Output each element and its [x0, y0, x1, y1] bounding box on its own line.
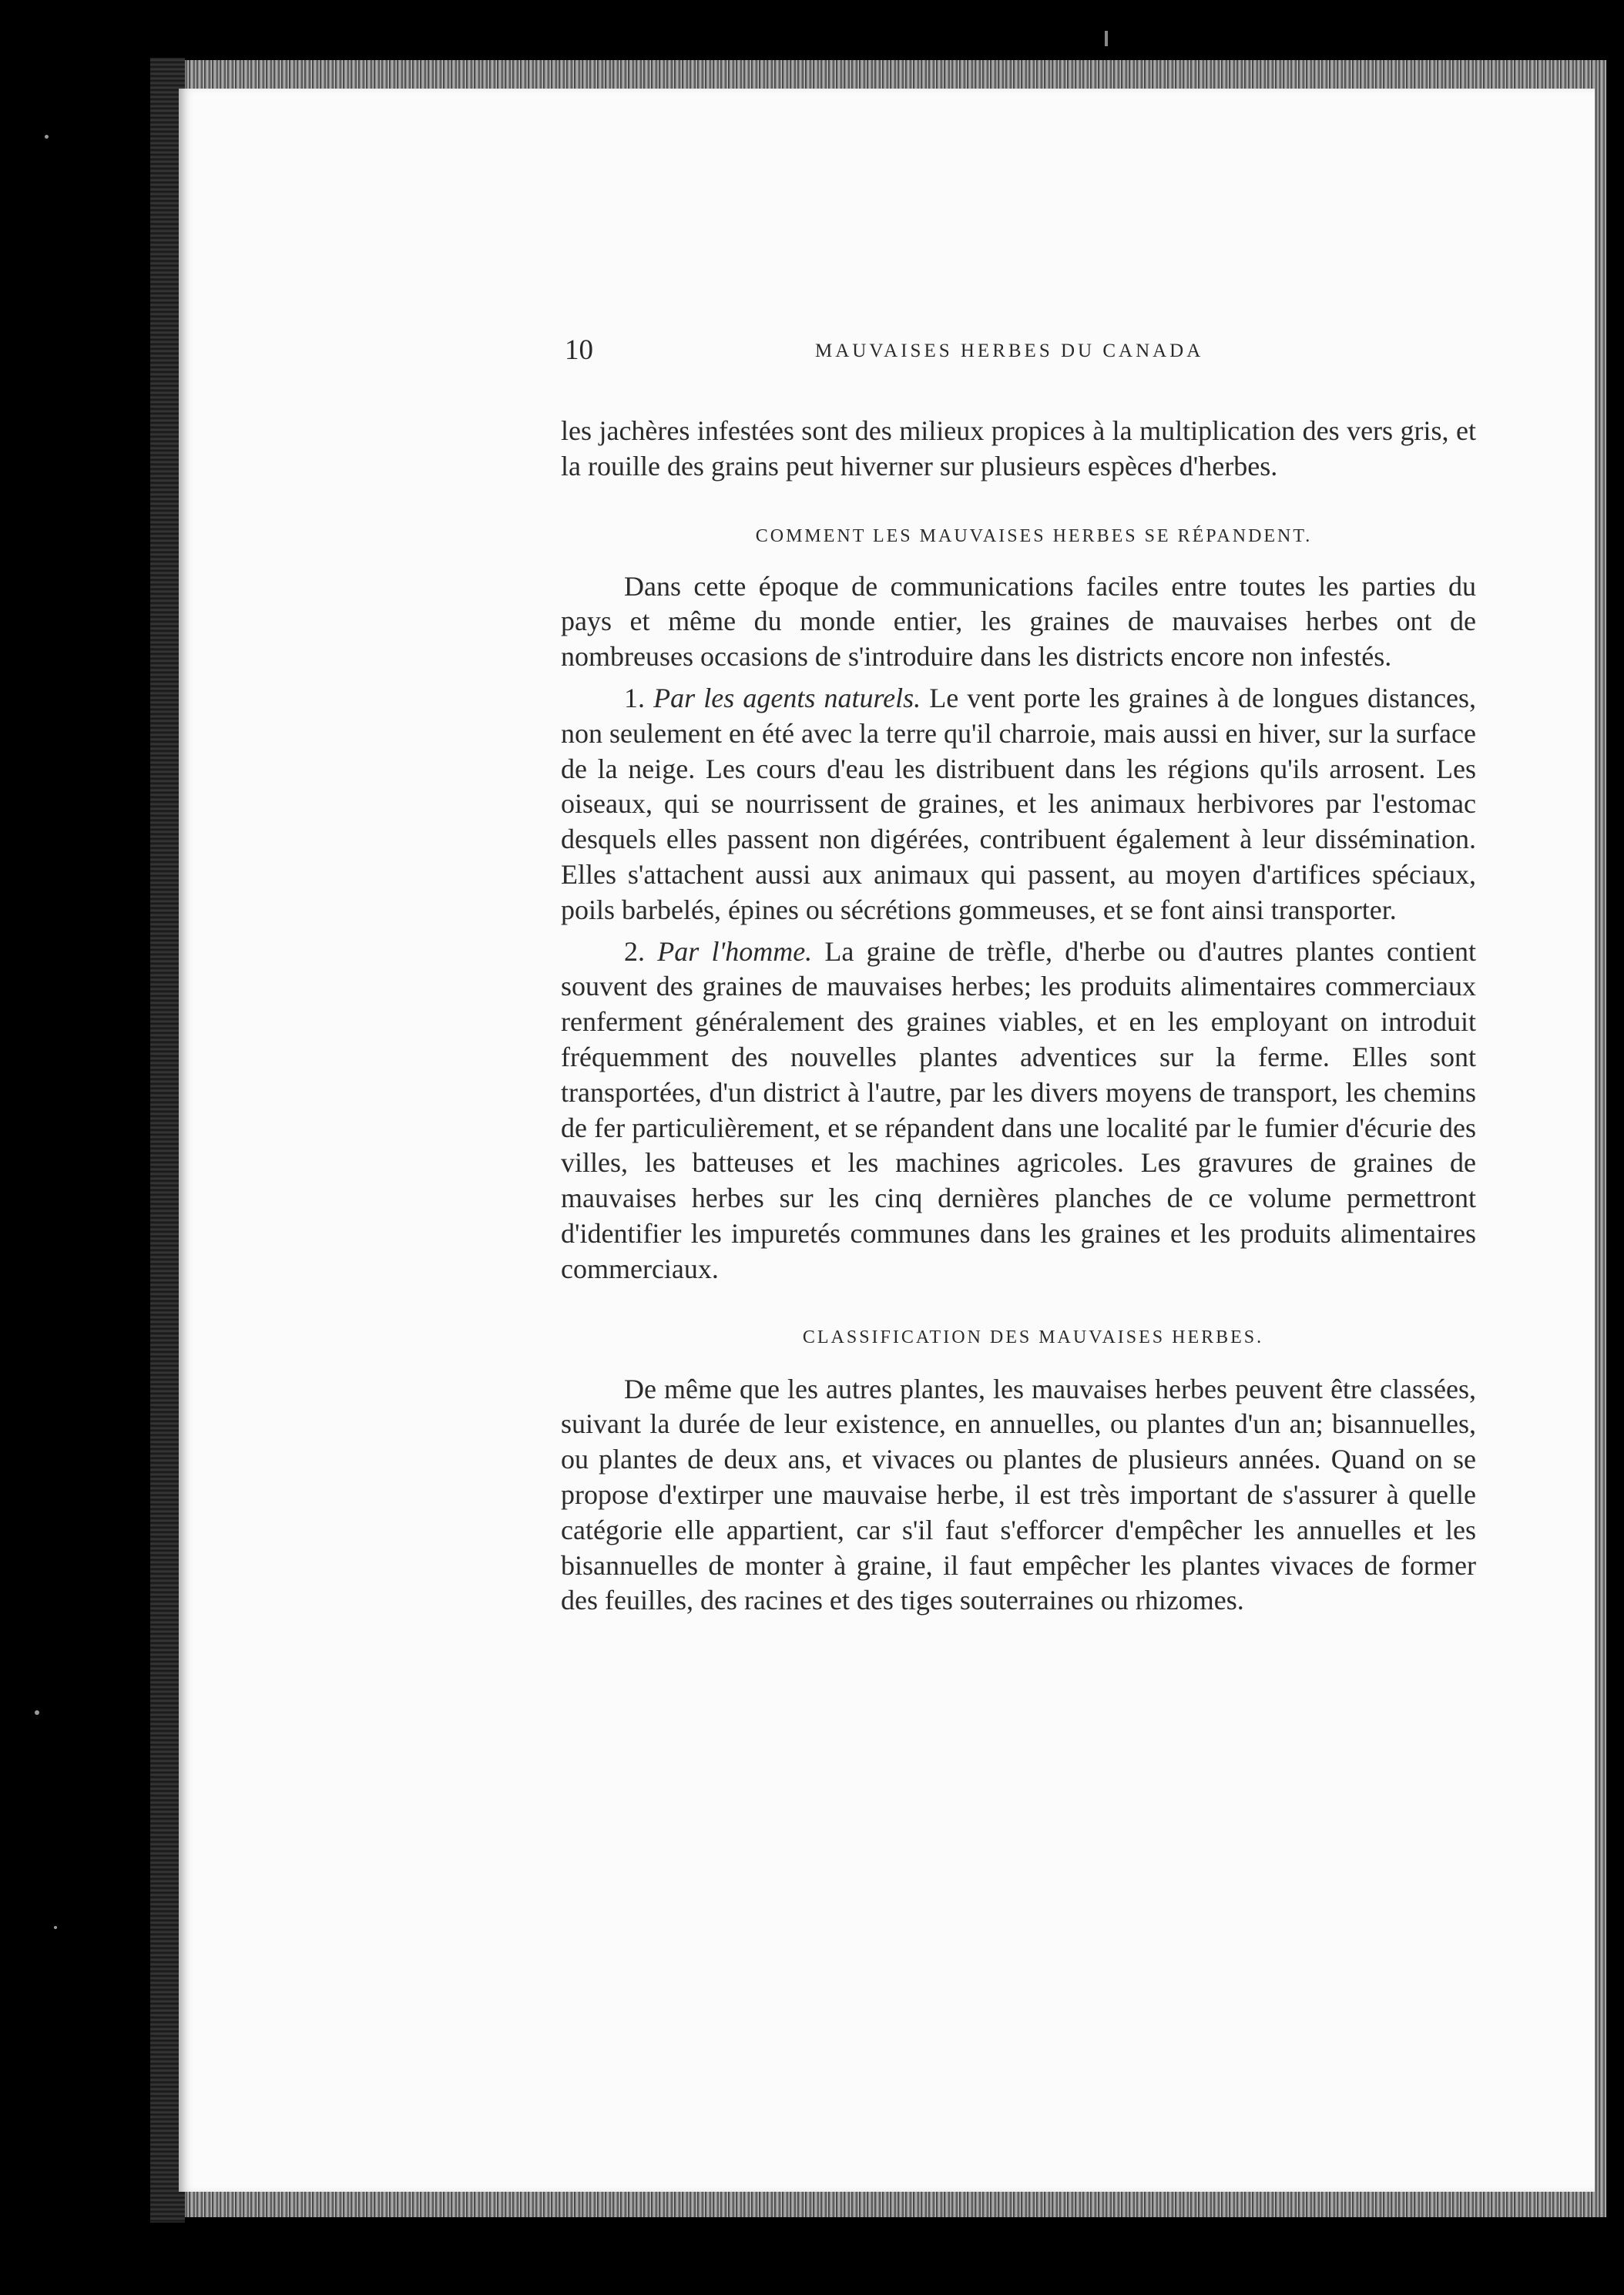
paragraph-text: La graine de trèfle, d'herbe ou d'autres plantes contient souvent des graines de mauvaises herbes; les produits alimentaires commerciaux renferment généralement des graines viables, et en les employant on introduit fréquemment des nouvelles plantes adventices sur la ferme. Elles sont transportées, d'un district à l'autre, par les divers moyens de transport, les chemins de fer particulièrement, et se répandent dans une localité par le fumier d'écurie des villes, les batteuses et les machines agricoles. Les gravures de graines de mauvaises herbes sur les cinq dernières planches de ce volume permettront d'identifier les impuretés communes dans les graines et les produits alimentaires commerciaux. [561, 935, 1477, 1284]
running-head: MAUVAISES HERBES DU CANADA [815, 341, 1204, 361]
paragraph-number: 2. [624, 935, 645, 967]
paragraph-communications: Dans cette époque de communications faciles entre toutes les parties du pays et même du monde entier, les graines de mauvaises herbes ont de nombreuses occasions de s'introduire dans les districts encore non infestés. [561, 570, 1476, 673]
section-heading-spread: COMMENT LES MAUVAISES HERBES SE RÉPANDENT. [755, 525, 1313, 546]
page-body [561, 414, 1476, 1619]
intro-paragraph: les jachères infestées sont des milieux propices à la multiplication des vers gris, et la rouille des grains peut hiverner sur plusieurs espèces d'herbes. [561, 415, 1476, 481]
paragraph-classification: De même que les autres plantes, les mauvaises herbes peuvent être classées, suivant la durée de leur existence, en annuelles, ou plantes d'un an; bisannuelles, ou plantes de deux ans, et vivaces ou plantes de plusieurs années. Quand on se propose d'extirper une mauvaise herbe, il est très important de s'assurer à quelle catégorie elle appartient, car s'il faut s'efforcer d'empêcher les annuelles et les bisannuelles de monter à graine, il faut empêcher les plantes vivaces de former des feuilles, des racines et des tiges souterraines ou rhizomes. [561, 1373, 1476, 1616]
paragraph-title: Par l'homme. [657, 935, 813, 967]
scan-speck [35, 1710, 39, 1715]
scan-speck [54, 1926, 57, 1929]
section-heading-classification: CLASSIFICATION DES MAUVAISES HERBES. [802, 1327, 1264, 1347]
page-number: 10 [565, 334, 593, 366]
paragraph-by-man [561, 934, 1476, 1287]
page-header [565, 334, 1474, 372]
scan-speck [45, 135, 49, 139]
paragraph-natural-agents [561, 681, 1476, 928]
paragraph-title: Par les agents naturels. [653, 682, 921, 713]
paragraph-number: 1. [624, 682, 645, 713]
scan-mark [1105, 31, 1108, 46]
paragraph-text: Le vent porte les graines à de longues distances, non seulement en été avec la terre qu'il charroie, mais aussi en hiver, sur la surface de la neige. Les cours d'eau les distribuent dans les régions qu'ils arrosent. Les oiseaux, qui se nourrissent de graines, et les animaux herbivores par l'estomac desquels elles passent non digérées, contribuent également à leur dissémination. Elles s'attachent aussi aux animaux qui passent, au moyen d'artifices spéciaux, poils barbelés, épines ou sécrétions gommeuses, et se font ainsi transporter. [561, 682, 1476, 925]
